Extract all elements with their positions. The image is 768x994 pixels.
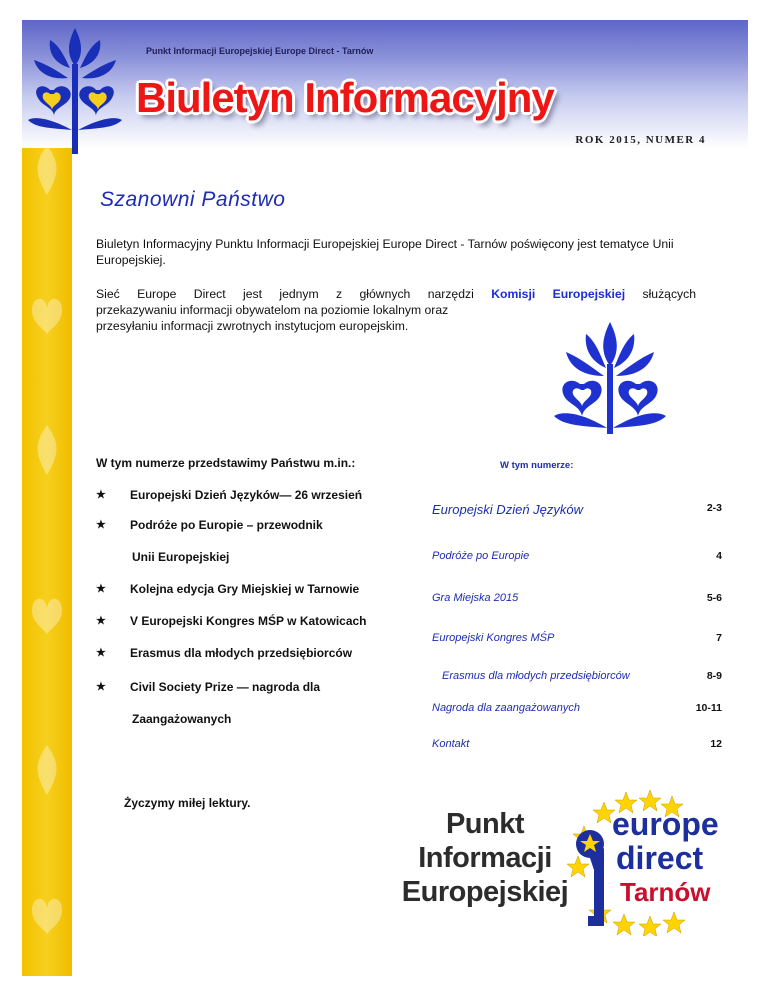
star-bullet-icon: ★ — [96, 583, 106, 595]
folk-ornament-icon — [20, 20, 130, 160]
star-bullet-icon: ★ — [96, 519, 106, 531]
header-subtitle: Punkt Informacji Europejskiej Europe Direct - Tarnów — [146, 46, 374, 56]
paragraph-line: przekazywaniu informacji obywatelom na poziomie lokalnym oraz — [96, 303, 449, 317]
logo-word-direct: direct — [616, 840, 704, 876]
europe-direct-logo — [560, 786, 730, 936]
toc-label[interactable]: Europejski Dzień Języków — [432, 502, 584, 517]
star-bullet-icon: ★ — [96, 681, 106, 693]
paragraph-line — [96, 286, 696, 302]
folk-motif-icon — [22, 740, 72, 800]
paragraph-text: służących — [642, 287, 697, 301]
highlights-title: W tym numerze przedstawimy Państwu m.in.: — [96, 456, 356, 470]
intro-paragraph-1: Biuletyn Informacyjny Punktu Informacji Europejskiej Europe Direct - Tarnów poświęcony jest tematyce Unii Europejskiej. — [96, 237, 674, 267]
logo-word-europe: europe — [612, 806, 719, 842]
toc-page-number: 10-11 — [695, 702, 722, 714]
folk-motif-icon — [22, 580, 72, 640]
folk-motif-icon — [22, 420, 72, 480]
folk-motif-icon — [22, 880, 72, 940]
toc-row[interactable] — [432, 670, 722, 688]
toc-page-number: 8-9 — [706, 670, 722, 682]
toc-page-number: 7 — [716, 632, 722, 644]
toc-row[interactable] — [432, 592, 722, 610]
toc-row[interactable] — [432, 738, 722, 756]
toc-row[interactable] — [432, 502, 722, 520]
list-item-continuation: Unii Europejskiej — [132, 550, 230, 564]
list-item-text: Civil Society Prize — nagroda dla — [130, 680, 321, 694]
list-item-text: Podróże po Europie – przewodnik — [130, 518, 323, 532]
logo-town-name: Tarnów — [620, 877, 711, 907]
star-bullet-icon: ★ — [96, 647, 106, 659]
toc-page-number: 12 — [710, 738, 722, 750]
issue-number: ROK 2015, NUMER 4 — [575, 134, 706, 146]
list-item-text: Europejski Dzień Języków— 26 wrzesień — [130, 488, 363, 502]
toc-row[interactable] — [432, 632, 722, 650]
paragraph-text: Sieć Europe Direct jest jednym z głównych narzędzi — [96, 287, 474, 301]
toc-row[interactable] — [432, 550, 722, 568]
logo-text-line: Informacji — [418, 842, 552, 874]
toc-row[interactable] — [432, 702, 722, 720]
logo-text-line: Europejskiej — [401, 876, 569, 908]
toc-page-number: 4 — [716, 550, 722, 562]
toc-page-number: 2-3 — [706, 502, 722, 514]
toc-page-number: 5-6 — [706, 592, 722, 604]
folk-flower-icon — [550, 318, 670, 436]
list-item-text: V Europejski Kongres MŚP w Katowicach — [130, 614, 367, 628]
toc-label[interactable]: Gra Miejska 2015 — [432, 592, 519, 604]
greeting-heading: Szanowni Państwo — [100, 188, 286, 211]
closing-text: Życzymy miłej lektury. — [124, 796, 251, 810]
highlight-link[interactable]: Komisji Europejskiej — [491, 287, 626, 301]
folk-motif-icon — [22, 280, 72, 340]
list-item-text: Kolejna edycja Gry Miejskiej w Tarnowie — [130, 582, 360, 596]
logo-text-line: Punkt — [445, 808, 525, 840]
list-item-continuation: Zaangażowanych — [132, 712, 232, 726]
decorative-side-strip — [22, 20, 72, 976]
star-bullet-icon: ★ — [96, 489, 106, 501]
toc-label[interactable]: Erasmus dla młodych przedsiębiorców — [442, 670, 630, 682]
list-item-text: Erasmus dla młodych przedsiębiorców — [130, 646, 353, 660]
toc-label[interactable]: Kontakt — [432, 738, 470, 750]
toc-label[interactable]: Podróże po Europie — [432, 550, 530, 562]
star-bullet-icon: ★ — [96, 615, 106, 627]
page-title: Biuletyn Informacyjny — [136, 74, 554, 121]
toc-label[interactable]: Europejski Kongres MŚP — [432, 632, 555, 644]
toc-label[interactable]: Nagroda dla zaangażowanych — [432, 702, 580, 714]
toc-title: W tym numerze: — [500, 460, 574, 471]
paragraph-line: przesyłaniu informacji zwrotnych instytucjom europejskim. — [96, 319, 409, 333]
